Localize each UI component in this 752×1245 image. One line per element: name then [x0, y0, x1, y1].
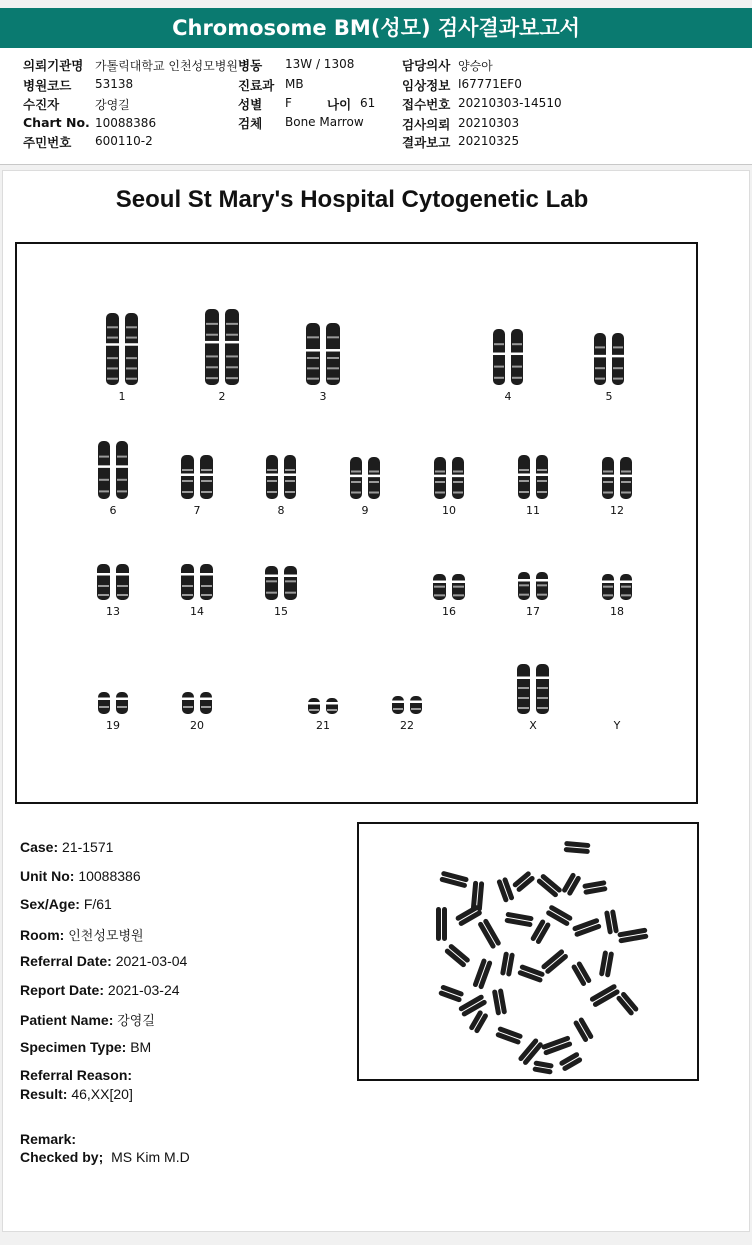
metaphase-chromosome [472, 958, 493, 990]
chromosome-pair-19 [97, 691, 129, 715]
field-unit-no: Unit No: 10088386 [20, 868, 141, 884]
report-header-title: Chromosome BM(성모) 검사결과보고서 [0, 8, 752, 48]
chromosome-pair-3 [305, 322, 341, 386]
chromosome-pair-6 [97, 440, 129, 500]
chromosome-label-x: X [529, 719, 537, 732]
patient-info-panel [0, 48, 752, 165]
chromosome-pair-2 [204, 308, 240, 386]
chromosome-label-9: 9 [361, 504, 369, 517]
chromosome-pair-8 [265, 454, 297, 500]
label-sex: 성별 [238, 97, 263, 112]
chromosome-label-18: 18 [610, 605, 624, 618]
field-case: Case: 21-1571 [20, 839, 114, 855]
value-result-report: 20210325 [458, 134, 520, 148]
chromosome-pair-4 [492, 328, 524, 386]
metaphase-image [357, 822, 699, 1081]
label-age: 나이 [327, 97, 352, 112]
label-hospital-code: 병원코드 [23, 78, 72, 93]
chromosome-label-21: 21 [316, 719, 330, 732]
chromosome-label-20: 20 [190, 719, 204, 732]
chromosome-label-6: 6 [109, 504, 117, 517]
label-resident-no: 주민번호 [23, 135, 72, 150]
chromosome-label-15: 15 [274, 605, 288, 618]
metaphase-chromosome [589, 983, 620, 1008]
chromosome-pair-13 [96, 563, 130, 601]
metaphase-chromosome [564, 841, 591, 854]
metaphase-chromosome [572, 918, 602, 938]
field-remark: Remark: [20, 1131, 77, 1147]
chromosome-pair-12 [601, 456, 633, 500]
value-physician: 양승아 [458, 59, 493, 73]
chromosome-label-16: 16 [442, 605, 456, 618]
metaphase-chromosome [582, 880, 608, 895]
label-result-report: 결과보고 [402, 135, 451, 150]
chromosome-label-12: 12 [610, 504, 624, 517]
chromosome-label-10: 10 [442, 504, 456, 517]
chromosome-label-5: 5 [605, 390, 613, 403]
metaphase-chromosome [495, 1026, 523, 1045]
metaphase-chromosome [436, 907, 447, 941]
chromosome-label-19: 19 [106, 719, 120, 732]
metaphase-chromosome [599, 950, 614, 978]
metaphase-chromosome [617, 927, 648, 943]
chromosome-pair-11 [517, 454, 549, 500]
label-test-request: 검사의뢰 [402, 117, 451, 132]
field-patient-name: Patient Name: 강영길 [20, 1012, 155, 1029]
chromosome-pair-10 [433, 456, 465, 500]
metaphase-chromosome [477, 918, 502, 949]
value-sex: F [285, 96, 292, 110]
value-test-request: 20210303 [458, 116, 520, 130]
value-ward: 13W / 1308 [285, 57, 355, 71]
metaphase-chromosome [561, 872, 582, 897]
label-requesting-institution: 의뢰기관명 [23, 58, 84, 73]
chromosome-pair-22 [391, 695, 423, 715]
value-department: MB [285, 77, 304, 91]
chromosome-label-4: 4 [504, 390, 512, 403]
chromosome-pair-14 [180, 563, 214, 601]
label-specimen: 검체 [238, 116, 263, 131]
metaphase-chromosome [558, 1051, 583, 1072]
metaphase-chromosome [532, 1060, 554, 1074]
metaphase-chromosome [444, 943, 471, 968]
chromosome-pair-7 [180, 454, 214, 500]
label-department: 진료과 [238, 78, 275, 93]
value-age: 61 [360, 96, 376, 110]
value-hospital-code: 53138 [95, 77, 134, 91]
chromosome-pair-x [516, 663, 550, 715]
label-ward: 병동 [238, 58, 263, 73]
field-room: Room: 인천성모병원 [20, 927, 144, 944]
label-chart-no: Chart No. [23, 115, 90, 130]
label-accession-no: 접수번호 [402, 97, 451, 112]
chromosome-pair-21 [307, 697, 339, 715]
field-checked-by: Checked by; MS Kim M.D [20, 1149, 190, 1165]
chromosome-label-11: 11 [526, 504, 540, 517]
chromosome-label-2: 2 [218, 390, 226, 403]
chromosome-pair-5 [593, 332, 625, 386]
chromosome-label-y: Y [613, 719, 621, 732]
metaphase-chromosome [536, 873, 563, 898]
label-physician: 담당의사 [402, 58, 451, 73]
value-clinical-info: I67771EF0 [458, 77, 522, 91]
metaphase-chromosome [468, 1009, 489, 1034]
metaphase-chromosome [458, 994, 488, 1018]
value-accession-no: 20210303-14510 [458, 96, 562, 110]
chromosome-label-7: 7 [193, 504, 201, 517]
metaphase-chromosome [517, 964, 545, 983]
value-patient: 강영길 [95, 98, 130, 112]
chromosome-label-14: 14 [190, 605, 204, 618]
lab-title: Seoul St Mary's Hospital Cytogenetic Lab [115, 186, 589, 213]
metaphase-chromosome [496, 877, 515, 903]
metaphase-chromosome [573, 1017, 595, 1043]
chromosome-pair-1 [105, 312, 139, 386]
chromosome-pair-20 [181, 691, 213, 715]
chromosome-label-3: 3 [319, 390, 327, 403]
metaphase-chromosome [504, 912, 533, 928]
field-specimen-type: Specimen Type: BM [20, 1039, 152, 1055]
value-specimen: Bone Marrow [285, 115, 364, 129]
chromosome-label-13: 13 [106, 605, 120, 618]
chromosome-pair-18 [601, 573, 633, 601]
metaphase-chromosome [492, 988, 507, 1016]
chromosome-label-8: 8 [277, 504, 285, 517]
metaphase-chromosome [439, 871, 469, 889]
metaphase-chromosome [512, 870, 536, 893]
metaphase-chromosome [571, 961, 593, 987]
metaphase-chromosome [530, 919, 552, 945]
metaphase-chromosome [438, 984, 464, 1003]
chromosome-label-17: 17 [526, 605, 540, 618]
metaphase-chromosome [615, 991, 639, 1016]
metaphase-chromosome [604, 909, 619, 935]
label-clinical-info: 임상정보 [402, 78, 451, 93]
chromosome-pair-17 [517, 571, 549, 601]
field-referral-date: Referral Date: 2021-03-04 [20, 953, 188, 969]
field-result: Result: 46,XX[20] [20, 1086, 133, 1102]
field-report-date: Report Date: 2021-03-24 [20, 982, 180, 998]
chromosome-pair-9 [349, 456, 381, 500]
value-resident-no: 600110-2 [95, 134, 153, 148]
metaphase-spread [359, 824, 697, 1079]
label-patient: 수진자 [23, 97, 60, 112]
value-requesting-institution: 가톨릭대학교 인천성모병원 [95, 59, 238, 73]
chromosome-label-1: 1 [118, 390, 126, 403]
chromosome-pair-15 [264, 565, 298, 601]
field-referral-reason: Referral Reason: [20, 1067, 133, 1083]
chromosome-label-22: 22 [400, 719, 414, 732]
metaphase-chromosome [541, 1035, 573, 1056]
metaphase-chromosome [500, 951, 515, 977]
metaphase-chromosome [540, 948, 569, 974]
value-chart-no: 10088386 [95, 116, 157, 130]
chromosome-pair-16 [432, 573, 466, 601]
field-sex-age: Sex/Age: F/61 [20, 896, 112, 912]
